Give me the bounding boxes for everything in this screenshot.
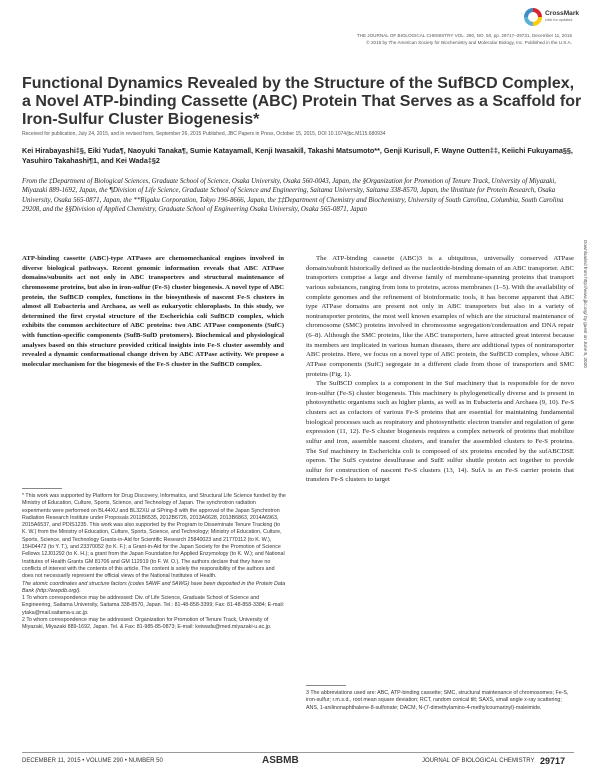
pdb-footnote: The atomic coordinates and structure factors (codes 5AWF and 5AWG) have been deposited in the Protein Data Bank (http://wwpdb.org/). bbox=[22, 580, 286, 594]
affiliations: From the ‡Department of Biological Sciences, Graduate School of Science, Osaka University, Osaka 560-0043, Japan, the §Organization for Promotion of Tenure Track, University of Miyazaki, Miyazaki 889-1692, Japan, the ¶Division of Life Science, Graduate School of Science and Engineering, Saitama University, Saitama 338-8570, Japan, the ‖Institute for Protein Research, Osaka University, Osaka 565-0871, Japan, the **Rigaku Corporation, Tokyo 196-8666, Japan, the ‡‡Department of Chemistry and Biochemistry, University of South Carolina, Columbia, South Carolina 29208, and the §§Division of Applied Chemistry, Graduate School of Engineering Osaka University, Osaka 565-0871, Japan bbox=[22, 178, 564, 213]
page-number: 29717 bbox=[540, 756, 566, 766]
body-paragraph: The ATP-binding cassette (ABC)3 is a ubiquitous, universally conserved ATPase domain/subunit historically defined as the nucleotide-binding domain of an ABC transporter. ABC transporters comprise a large and diverse family of membrane-spanning proteins that transport various substances, ranging from ions to proteins, across membranes (1–5). With the availability of complete genomes and the refinement of bioinformatic tools, it has become apparent that ABC type ATPase domains are present not only in ABC transporters but also in a variety of nontransporter proteins, the most well known examples of which are the structural maintenance of chromosome (SMC) proteins involved in chromosome segregation/condensation and DNA repair (6–8). Although the SMC proteins, like the ABC transporters, have attracted great interest because its members are implicated in various human diseases, there are additional types of nontransporter ABC proteins. Here, we focus on a novel type of ABC protein, the SufBCD complex, whose ABC ATPase components (SufC) segregate in a different clade from those of transporters and SMC proteins (Fig. 1). bbox=[306, 255, 574, 378]
copyright-line: © 2015 by The American Society for Biochemistry and Molecular Biology, Inc. Published in the U.S.A. bbox=[366, 40, 572, 45]
footnote-divider bbox=[22, 488, 62, 489]
author-list: Kei Hirabayashi‡§, Eiki Yuda¶, Naoyuki Tanaka¶, Sumie Katayama‖, Kenji Iwasaki‖, Takashi Matsumoto**, Genji Kurisu‖, F. Wayne Outten‡‡, Keiichi Fukuyama§§, Yasuhiro Takahashi¶1, and Kei Wada‡§2 bbox=[22, 146, 573, 165]
correspondence-footnote-2: 2 To whom correspondence may be addressed: Organization for Promotion of Tenure Track, University of Miyazaki, Miyazaki 889-1692, Japan. Tel. & Fax: 81-985-85-0873; E-mail: keiwada@med.miyazaki-u.ac.jp. bbox=[22, 617, 272, 631]
abbreviations-footnote: 3 The abbreviations used are: ABC, ATP-binding cassette; SMC, structural maintenance of chromosomes; Fe-S, iron-sulfur; r.m.s.d., root mean square deviation; RCT, random conical tilt; SAXS, small angle x-ray scattering; ANS, 1-anilinonaphthalene-8-sulfonate; DACM, N-(7-dimethylamino-4-methylcoumarinyl)-maleimide. bbox=[306, 690, 569, 711]
article-title: Functional Dynamics Revealed by the Structure of the SufBCD Complex, a Novel ATP-binding Cassette (ABC) Protein That Serves as a Scaffold for Iron-Sulfur Cluster Biogenesis* bbox=[22, 75, 582, 128]
footer-issue: DECEMBER 11, 2015 • VOLUME 290 • NUMBER 50 bbox=[22, 758, 163, 764]
body-paragraph: The SufBCD complex is a component in the Suf machinery that is responsible for de novo iron-sulfur (Fe-S) cluster biogenesis. This machinery is phylogenetically diverse and is present in photosynthetic organisms such as higher plants, as well as in Eubacteria and Archaea (9, 10). Fe-S clusters act as cofactors of various Fe-S proteins that are essential for maintaining fundamental biological processes such as respiratory and photosynthetic electron transfer and regulation of gene expression (11, 12). Fe-S cluster biogenesis requires a complex network of proteins that mobilize sulfur and iron, assemble nascent clusters, and transfer the assembled clusters to Fe-S proteins. The Suf machinery in Escherichia coli is composed of six proteins encoded by the sufABCDSE operon. The SufS cysteine desulfurase and SufE sulfur shuttle protein act together to provide sulfur for construction of nascent Fe-S clusters (13, 14). SufA is an Fe-S carrier protein that transfers Fe-S clusters to target bbox=[306, 380, 574, 484]
correspondence-footnote-1: 1 To whom correspondence may be addressed: Div. of Life Science, Graduate School of Science and Engineering, Saitama University, Saitama 338-8570, Japan. Tel.: 81-48-858-3399; Fax: 81-48-858-3384; E-mail: ytaka@mail.saitama-u.ac.jp. bbox=[22, 595, 285, 616]
footer-journal: JOURNAL OF BIOLOGICAL CHEMISTRY bbox=[422, 758, 535, 764]
asbmb-logo: ASBMB bbox=[262, 755, 299, 766]
article-body bbox=[306, 254, 574, 485]
crossmark-label: CrossMark bbox=[545, 10, 580, 17]
footer-divider bbox=[22, 752, 574, 753]
crossmark-badge[interactable] bbox=[524, 8, 586, 28]
footnotes-left bbox=[22, 493, 286, 632]
received-dates: Received for publication, July 24, 2015, and in revised form, September 26, 2015 Published, JBC Papers in Press, October 15, 2015, DOI 10.1074/jbc.M115.680934 bbox=[22, 131, 386, 137]
funding-footnote: * This work was supported by Platform for Drug Discovery, Informatics, and Structural Life Science funded by the Ministry of Education, Culture, Sports, Science, and Technology of Japan. The synchrotron radiation experiments were performed on BL44XU and BL32XU at SPring-8 with the approval of the Japan Synchrotron Radiation Research Institute under Proposals 2011B6535, 2012B6726, 2013A6628, 2013B6863, 2014A6963, 2015A6537, and PDIS1235. This work was also supported by the Program to Disseminate Tenure Tracking (to K. W.) from the Ministry of Education, Culture, Sports, Science, and Technology; Ministry of Education, Culture, Sports, Science, and Technology Grants-in-Aid for Scientific Research 25840023 and 21770112 (to K. W.), 15H04472 (to Y. T.), and 23370052 (to K. F.); a Grant-in-Aid for the Japan Society for the Promotion of Science Fellows 12J01292 (to K. H.); a grant from the Japan Foundation for Applied Enzymology (to K. W.); and National Institutes of Health Grants GM 81706 and GM 112919 (to F. W. O.). The authors declare that they have no conflicts of interest with the contents of this article. The content is solely the responsibility of the authors and does not necessarily represent the official views of the National Institutes of Health. bbox=[22, 493, 286, 580]
crossmark-sublabel: click for updates bbox=[545, 18, 573, 22]
crossmark-icon bbox=[524, 8, 542, 26]
download-notice[interactable]: Downloaded from http://www.jbc.org/ by guest on June 8, 2020 bbox=[583, 240, 588, 368]
abstract: ATP-binding cassette (ABC)-type ATPases are chemomechanical engines involved in diverse biological pathways. Recent genomic information reveals that ABC ATPase domains/subunits act not only in ABC transporters and structural maintenance of chromosome proteins, but also in iron-sulfur (Fe-S) cluster biogenesis. A novel type of ABC protein, the SufBCD complex, functions in the biosynthesis of nascent Fe-S clusters in almost all Eubacteria and Archaea, as well as eukaryotic chloroplasts. In this study, we determined the first crystal structure of the Escherichia coli SufBCD complex, which exhibits the common architecture of ABC proteins: two ABC ATPase components (SufC) with function-specific components (SufB-SufD protomers). Biochemical and physiological analyses based on this structure provided critical insights into Fe-S cluster assembly and revealed a dynamic conformational change driven by ABC ATPase activity. We propose a molecular mechanism for the biogenesis of the Fe-S cluster in the SufBCD complex. bbox=[22, 255, 284, 368]
journal-citation-line: THE JOURNAL OF BIOLOGICAL CHEMISTRY VOL. 290, NO. 50, pp. 29717–29731, December 11, 2015 bbox=[356, 33, 572, 38]
footnote-divider bbox=[306, 685, 346, 686]
